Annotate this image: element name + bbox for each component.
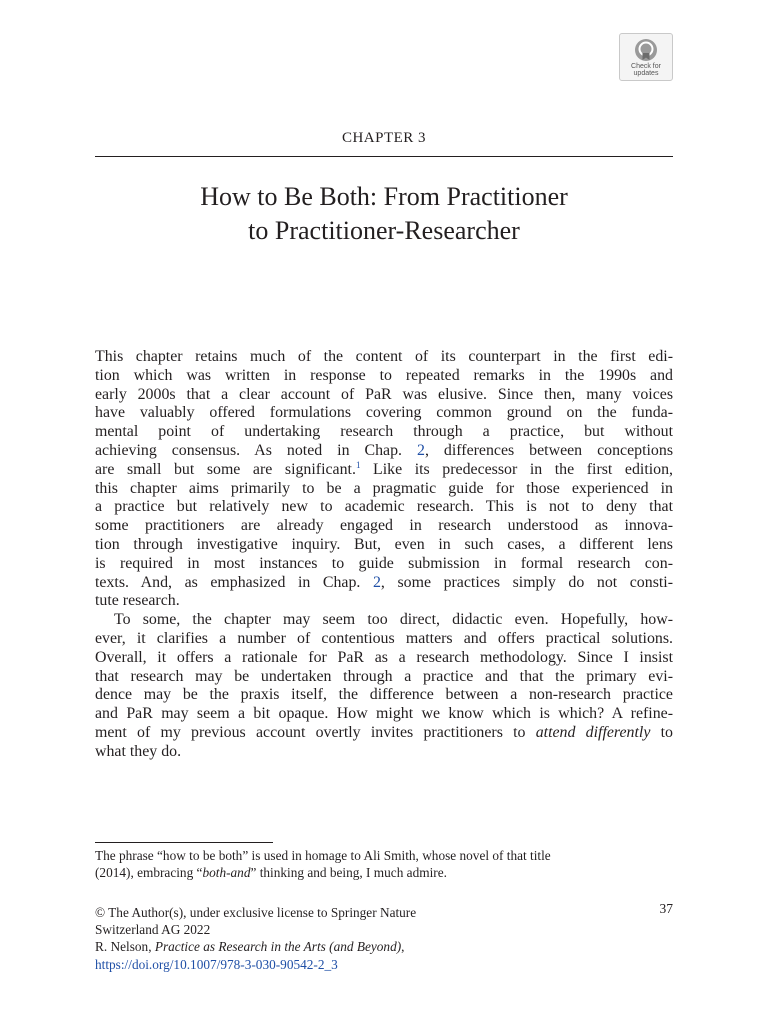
emphasis: both-and: [202, 865, 251, 880]
text-span: ” thinking and being, I much admire.: [250, 865, 447, 880]
text-span: are small but some are significant.: [95, 460, 356, 478]
page-number: 37: [659, 901, 673, 916]
footnote: [95, 847, 673, 881]
chapter-body: [95, 348, 673, 762]
text-line: this chapter aims primarily to be a pragmatic guide for those experienced in: [95, 479, 673, 497]
book-title: Practice as Research in the Arts (and Beyond): [154, 939, 402, 955]
badge-label: Check for updates: [631, 63, 661, 77]
paragraph: [95, 611, 673, 761]
text-line: some practitioners are already engaged in research understood as innova-: [95, 517, 673, 535]
footnote-line: [95, 864, 673, 881]
chapter-title: [95, 180, 673, 248]
text-line: tion which was written in response to repeated remarks in the 1990s and: [95, 366, 673, 384]
title-divider: [95, 156, 673, 157]
text-span: ,: [401, 939, 405, 955]
text-line: Overall, it offers a rationale for PaR as a research methodology. Since I insist: [95, 648, 673, 666]
text-line: [95, 574, 673, 593]
text-line: tion through investigative inquiry. But, even in such cases, a different lens: [95, 535, 673, 553]
emphasis: attend differently: [535, 723, 651, 741]
text-span: texts. And, as emphasized in Chap.: [95, 573, 373, 591]
text-line: that research may be undertaken through a practice and that the primary evi-: [95, 667, 673, 685]
text-span: achieving consensus. As noted in Chap.: [95, 441, 418, 459]
text-span: Like its predecessor in the first edition,: [360, 460, 674, 478]
chapter-label: CHAPTER 3: [341, 130, 427, 146]
text-line: what they do.: [95, 742, 182, 760]
text-line: is required in most instances to guide submission in formal research con-: [95, 554, 673, 572]
paragraph: [95, 348, 673, 611]
doi-link[interactable]: https://doi.org/10.1007/978-3-030-90542-2_3: [95, 956, 338, 972]
chapter-title-line: How to Be Both: From Practitioner: [200, 182, 568, 211]
text-span: ment of my previous account overtly invites practitioners to: [95, 723, 536, 741]
text-line: and PaR may seem a bit opaque. How might we know which is which? A refine-: [95, 705, 673, 723]
footnote-line: The phrase “how to be both” is used in homage to Ali Smith, whose novel of that title: [95, 848, 551, 863]
text-line: a practice but relatively new to academic research. This is not to deny that: [95, 498, 673, 516]
text-line: [95, 442, 673, 461]
footnote-divider: [95, 842, 273, 843]
text-span: R. Nelson,: [95, 939, 155, 955]
chapter-title-line: to Practitioner-Researcher: [248, 216, 520, 245]
text-line: [95, 461, 673, 480]
copyright-line: © The Author(s), under exclusive license to Springer Nature: [95, 905, 417, 920]
citation-line: [95, 938, 575, 955]
copyright-block: [95, 904, 575, 973]
text-span: , some practices simply do not consti-: [380, 573, 674, 591]
text-line: have valuably offered formulations covering common ground on the funda-: [95, 404, 673, 422]
text-line: To some, the chapter may seem too direct, didactic even. Hopefully, how-: [114, 611, 673, 629]
text-span: , differences between conceptions: [424, 441, 673, 459]
copyright-line: Switzerland AG 2022: [95, 922, 211, 938]
text-line: This chapter retains much of the content of its counterpart in the first edi-: [95, 348, 673, 365]
text-line: ever, it clarifies a number of contentious matters and offers practical solutions.: [95, 629, 673, 647]
chapter-link[interactable]: 2: [372, 573, 381, 591]
text-line: dence may be the praxis itself, the difference between a non-research practice: [95, 686, 673, 704]
chapter-link[interactable]: 2: [417, 441, 425, 459]
footnote-marker[interactable]: 1: [355, 459, 361, 470]
text-line: mental point of undertaking research through a practice, but without: [95, 423, 673, 441]
text-span: (2014), embracing “: [95, 865, 203, 880]
check-for-updates-badge[interactable]: [619, 33, 673, 81]
text-line: [95, 724, 673, 743]
text-span: to: [650, 723, 673, 741]
bookmark-icon: [634, 38, 658, 62]
text-line: tute research.: [95, 592, 180, 610]
text-line: early 2000s that a clear account of PaR was elusive. Since then, many voices: [95, 385, 673, 403]
